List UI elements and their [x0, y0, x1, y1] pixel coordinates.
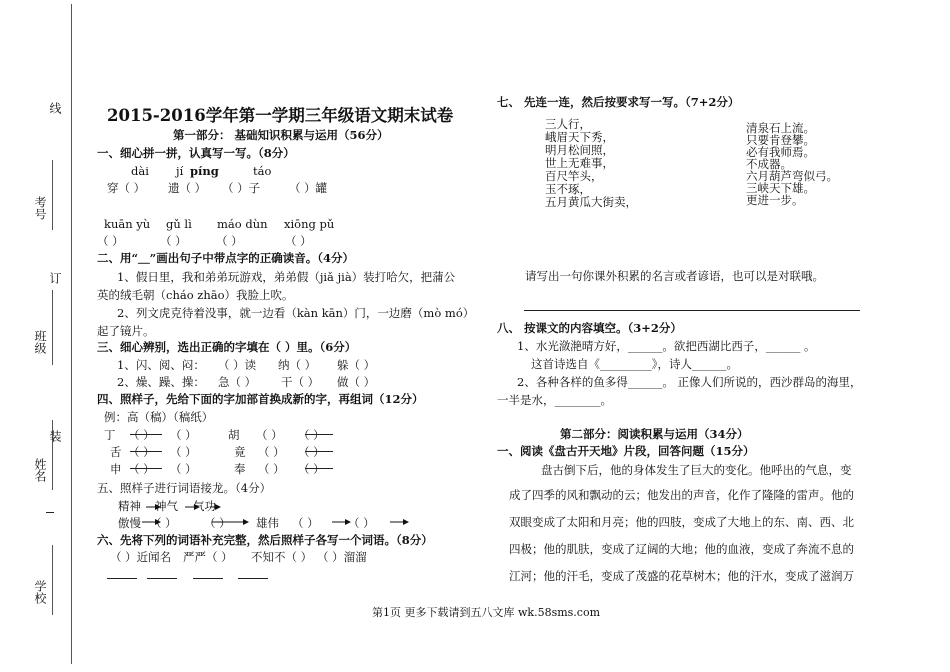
q1-bracket-4[interactable]: （ ） — [285, 234, 312, 248]
q7-right-1[interactable]: 清泉石上流。 — [746, 121, 815, 135]
q7-heading: 七、 先连一连，然后按要求写一写。（7+2分） — [497, 95, 740, 109]
reading-p3: 双眼变成了太阳和月亮；他的四肢，变成了大地上的东、南、西、北 — [509, 515, 854, 529]
q3-r2-a[interactable]: 急（ ） — [218, 375, 257, 389]
q4-bk-1b[interactable]: （ ） — [170, 428, 197, 442]
q4-line-2d — [305, 451, 333, 452]
xuexiao-blank — [52, 545, 53, 615]
q5-word-1: 精神 — [118, 499, 141, 513]
q3-r1-c[interactable]: 躲（ ） — [337, 358, 376, 372]
q7-left-5[interactable]: 百尺竿头， — [545, 169, 603, 183]
q7-left-3[interactable]: 明月松间照， — [545, 143, 614, 157]
q6-item-2[interactable]: 严严（ ） — [183, 550, 233, 564]
q7-left-6[interactable]: 玉不琢， — [545, 182, 591, 196]
q1-pinyin2-2: gǔ lì — [166, 217, 192, 231]
q2-sentence-1b: 英的绒毛朝（cháo zhāo）我脸上吹。 — [97, 288, 294, 302]
q1-pinyin2-3: máo dùn — [217, 217, 268, 231]
q3-r1-b[interactable]: 纳（ ） — [278, 358, 317, 372]
exam-title: 2015-2016学年第一学期三年级语文期末试卷 — [107, 106, 454, 125]
q1-heading: 一、细心拼一拼，认真写一写。（8分） — [97, 146, 295, 160]
q3-r2-label: 2、燥、躁、操： — [117, 375, 205, 389]
q4-bk-1c[interactable]: （ ） — [256, 428, 283, 442]
kaohao-blank — [52, 160, 53, 230]
page-footer: 第1页 更多下载请到五八文库 wk.58sms.com — [372, 606, 600, 619]
q8-line-4[interactable]: 一半是水，________。 — [497, 393, 612, 407]
reading-p1: 盘古倒下后，他的身体发生了巨大的变化。他呼出的气息，变 — [541, 463, 852, 477]
q4-bk-2b[interactable]: （ ） — [170, 445, 197, 459]
q1-word-4: （ ）罐 — [289, 181, 328, 195]
q4-char-3: 申 — [110, 462, 122, 476]
q6-heading: 六、先将下列的词语补充完整，然后照样子各写一个词语。（8分） — [97, 533, 433, 547]
q1-bracket-1[interactable]: （ ） — [97, 234, 124, 248]
q4-bk-3c[interactable]: （ ） — [258, 462, 285, 476]
q1-word-1: 穿（ ） — [107, 181, 146, 195]
q5-word-4: 傲慢 — [118, 516, 141, 530]
kaohao-label: 考号 — [33, 196, 47, 220]
q1-pinyin-4: táo — [253, 164, 272, 178]
q3-r1-label: 1、闪、阅、闷： — [117, 358, 205, 372]
q8-heading: 八、 按课文的内容填空。（3+2分） — [497, 321, 682, 335]
q5-bk-3[interactable]: （ ） — [292, 516, 319, 530]
q1-pinyin-3: píng — [190, 164, 219, 178]
xingming-label: 姓名 — [33, 458, 47, 482]
q4-bk-3a[interactable]: （ ） — [128, 462, 155, 476]
q6-item-3[interactable]: 不知不（ ） — [251, 550, 313, 564]
q5-bk-4[interactable]: （ ） — [348, 516, 375, 530]
q1-word-3: （ ）子 — [222, 181, 261, 195]
q7-right-4[interactable]: 不成器。 — [746, 157, 792, 171]
banji-label: 班级 — [33, 330, 47, 354]
q4-char-1: 丁 — [104, 428, 116, 442]
q6-blank-3[interactable] — [193, 578, 223, 579]
binding-dash — [46, 512, 54, 513]
q5-word-2: 神气 — [155, 499, 178, 513]
q1-pinyin-2: jí — [176, 164, 184, 178]
part2-heading: 第二部分：阅读积累与运用（34分） — [560, 427, 749, 441]
q3-heading: 三、细心辨别，选出正确的字填在（ ）里。（6分） — [97, 340, 357, 354]
q1-bracket-2[interactable]: （ ） — [160, 234, 187, 248]
reading-heading: 一、阅读《盘古开天地》片段，回答问题（15分） — [497, 444, 755, 458]
q7-ask: 请写出一句你课外积累的名言或者谚语，也可以是对联哦。 — [525, 269, 824, 283]
q7-left-2[interactable]: 峨眉天下秀， — [545, 130, 614, 144]
q5-word-5: 雄伟 — [256, 516, 279, 530]
q4-col2-1: 胡 — [228, 428, 240, 442]
q1-pinyin-1: dài — [131, 164, 149, 178]
q6-blank-4[interactable] — [238, 578, 268, 579]
q7-right-6[interactable]: 三峡天下雄。 — [746, 181, 815, 195]
reading-p2: 成了四季的风和飘动的云；他发出的声音，化作了隆隆的雷声。他的 — [509, 488, 854, 502]
q4-line-1d — [305, 434, 333, 435]
q2-sentence-2a: 2、列文虎克待着没事，就一边看（kàn kān）门，一边磨（mò mó） — [117, 306, 475, 320]
ding-label: 订 — [48, 272, 62, 284]
reading-p5: 江河；他的汗毛，变成了茂盛的花草树木；他的汗水，变成了滋润万 — [509, 569, 854, 583]
q4-char-2: 舌 — [110, 445, 122, 459]
q4-col2-3: 奉 — [234, 462, 246, 476]
q4-bk-1a[interactable]: （ ） — [128, 428, 155, 442]
binding-line — [71, 4, 72, 664]
q4-line-3a — [130, 468, 162, 469]
q5-bk-1[interactable]: （ ） — [150, 516, 177, 530]
q7-right-7[interactable]: 更进一步。 — [746, 193, 804, 207]
q3-r1-a[interactable]: （ ）读 — [218, 358, 257, 372]
q1-bracket-3[interactable]: （ ） — [216, 234, 243, 248]
banji-blank — [52, 290, 53, 365]
q7-right-5[interactable]: 六月葫芦弯似弓。 — [746, 169, 838, 183]
q4-bk-2d[interactable]: （ ） — [298, 445, 325, 459]
q7-right-3[interactable]: 必有我师焉。 — [746, 145, 815, 159]
xian-label: 线 — [48, 102, 62, 114]
q6-item-1[interactable]: （ ）近闻名 — [110, 550, 172, 564]
q7-answer-line[interactable] — [524, 310, 860, 311]
q4-bk-3d[interactable]: （ ） — [298, 462, 325, 476]
q1-pinyin2-1: kuān yù — [104, 217, 151, 231]
q4-line-2a — [130, 451, 162, 452]
q6-item-4[interactable]: （ ）溜溜 — [317, 550, 367, 564]
q5-arrows — [120, 500, 420, 530]
q7-left-4[interactable]: 世上无难事， — [545, 156, 614, 170]
q5-word-3: 气功 — [193, 499, 216, 513]
q3-r2-b[interactable]: 干（ ） — [281, 375, 320, 389]
q1-word-2: 遗（ ） — [168, 181, 207, 195]
part1-heading: 第一部分： 基础知识积累与运用（56分） — [173, 128, 389, 142]
q2-heading: 二、用“＿”画出句子中带点字的正确读音。（4分） — [97, 251, 354, 265]
q4-example: 例：高（稿）（稿纸） — [104, 410, 214, 424]
q8-line-1[interactable]: 1、水光潋滟晴方好，______。欲把西湖比西子，______ 。 — [517, 339, 816, 353]
q4-bk-3b[interactable]: （ ） — [170, 462, 197, 476]
q8-line-3[interactable]: 2、各种各样的鱼多得______。 正像人们所说的，西沙群岛的海里， — [517, 375, 862, 389]
q4-line-3d — [305, 468, 333, 469]
q5-bk-2[interactable]: （ ） — [204, 516, 231, 530]
reading-p4: 四极；他的肌肤，变成了辽阔的大地；他的血液，变成了奔流不息的 — [509, 542, 854, 556]
q4-bk-2c[interactable]: （ ） — [258, 445, 285, 459]
q6-blank-1[interactable] — [107, 578, 137, 579]
q4-bk-1d[interactable]: （ ） — [298, 428, 325, 442]
q4-bk-2a[interactable]: （ ） — [128, 445, 155, 459]
zhuang-label: 装 — [48, 430, 62, 442]
q7-left-7[interactable]: 五月黄瓜大街卖， — [545, 195, 637, 209]
q4-line-1a — [130, 434, 162, 435]
q2-sentence-2b: 起了镜片。 — [97, 324, 155, 338]
q4-col2-2: 竟 — [234, 445, 246, 459]
q5-heading: 五、照样子进行词语接龙。（4分） — [97, 481, 272, 495]
q1-pinyin2-4: xiōng pǔ — [284, 217, 335, 231]
q2-sentence-1a: 1、假日里，我和弟弟玩游戏，弟弟假（jiǎ jià）装打哈欠，把蒲公 — [117, 270, 456, 284]
q7-left-1[interactable]: 三人行， — [545, 117, 591, 131]
q6-blank-2[interactable] — [147, 578, 177, 579]
q8-line-2[interactable]: 这首诗选自《_________》，诗人______。 — [531, 357, 738, 371]
q4-heading: 四、照样子，先给下面的字加部首换成新的字，再组词（12分） — [97, 392, 424, 406]
q7-right-2[interactable]: 只要肯登攀。 — [746, 133, 815, 147]
q3-r2-c[interactable]: 做（ ） — [337, 375, 376, 389]
xuexiao-label: 学校 — [33, 580, 47, 604]
